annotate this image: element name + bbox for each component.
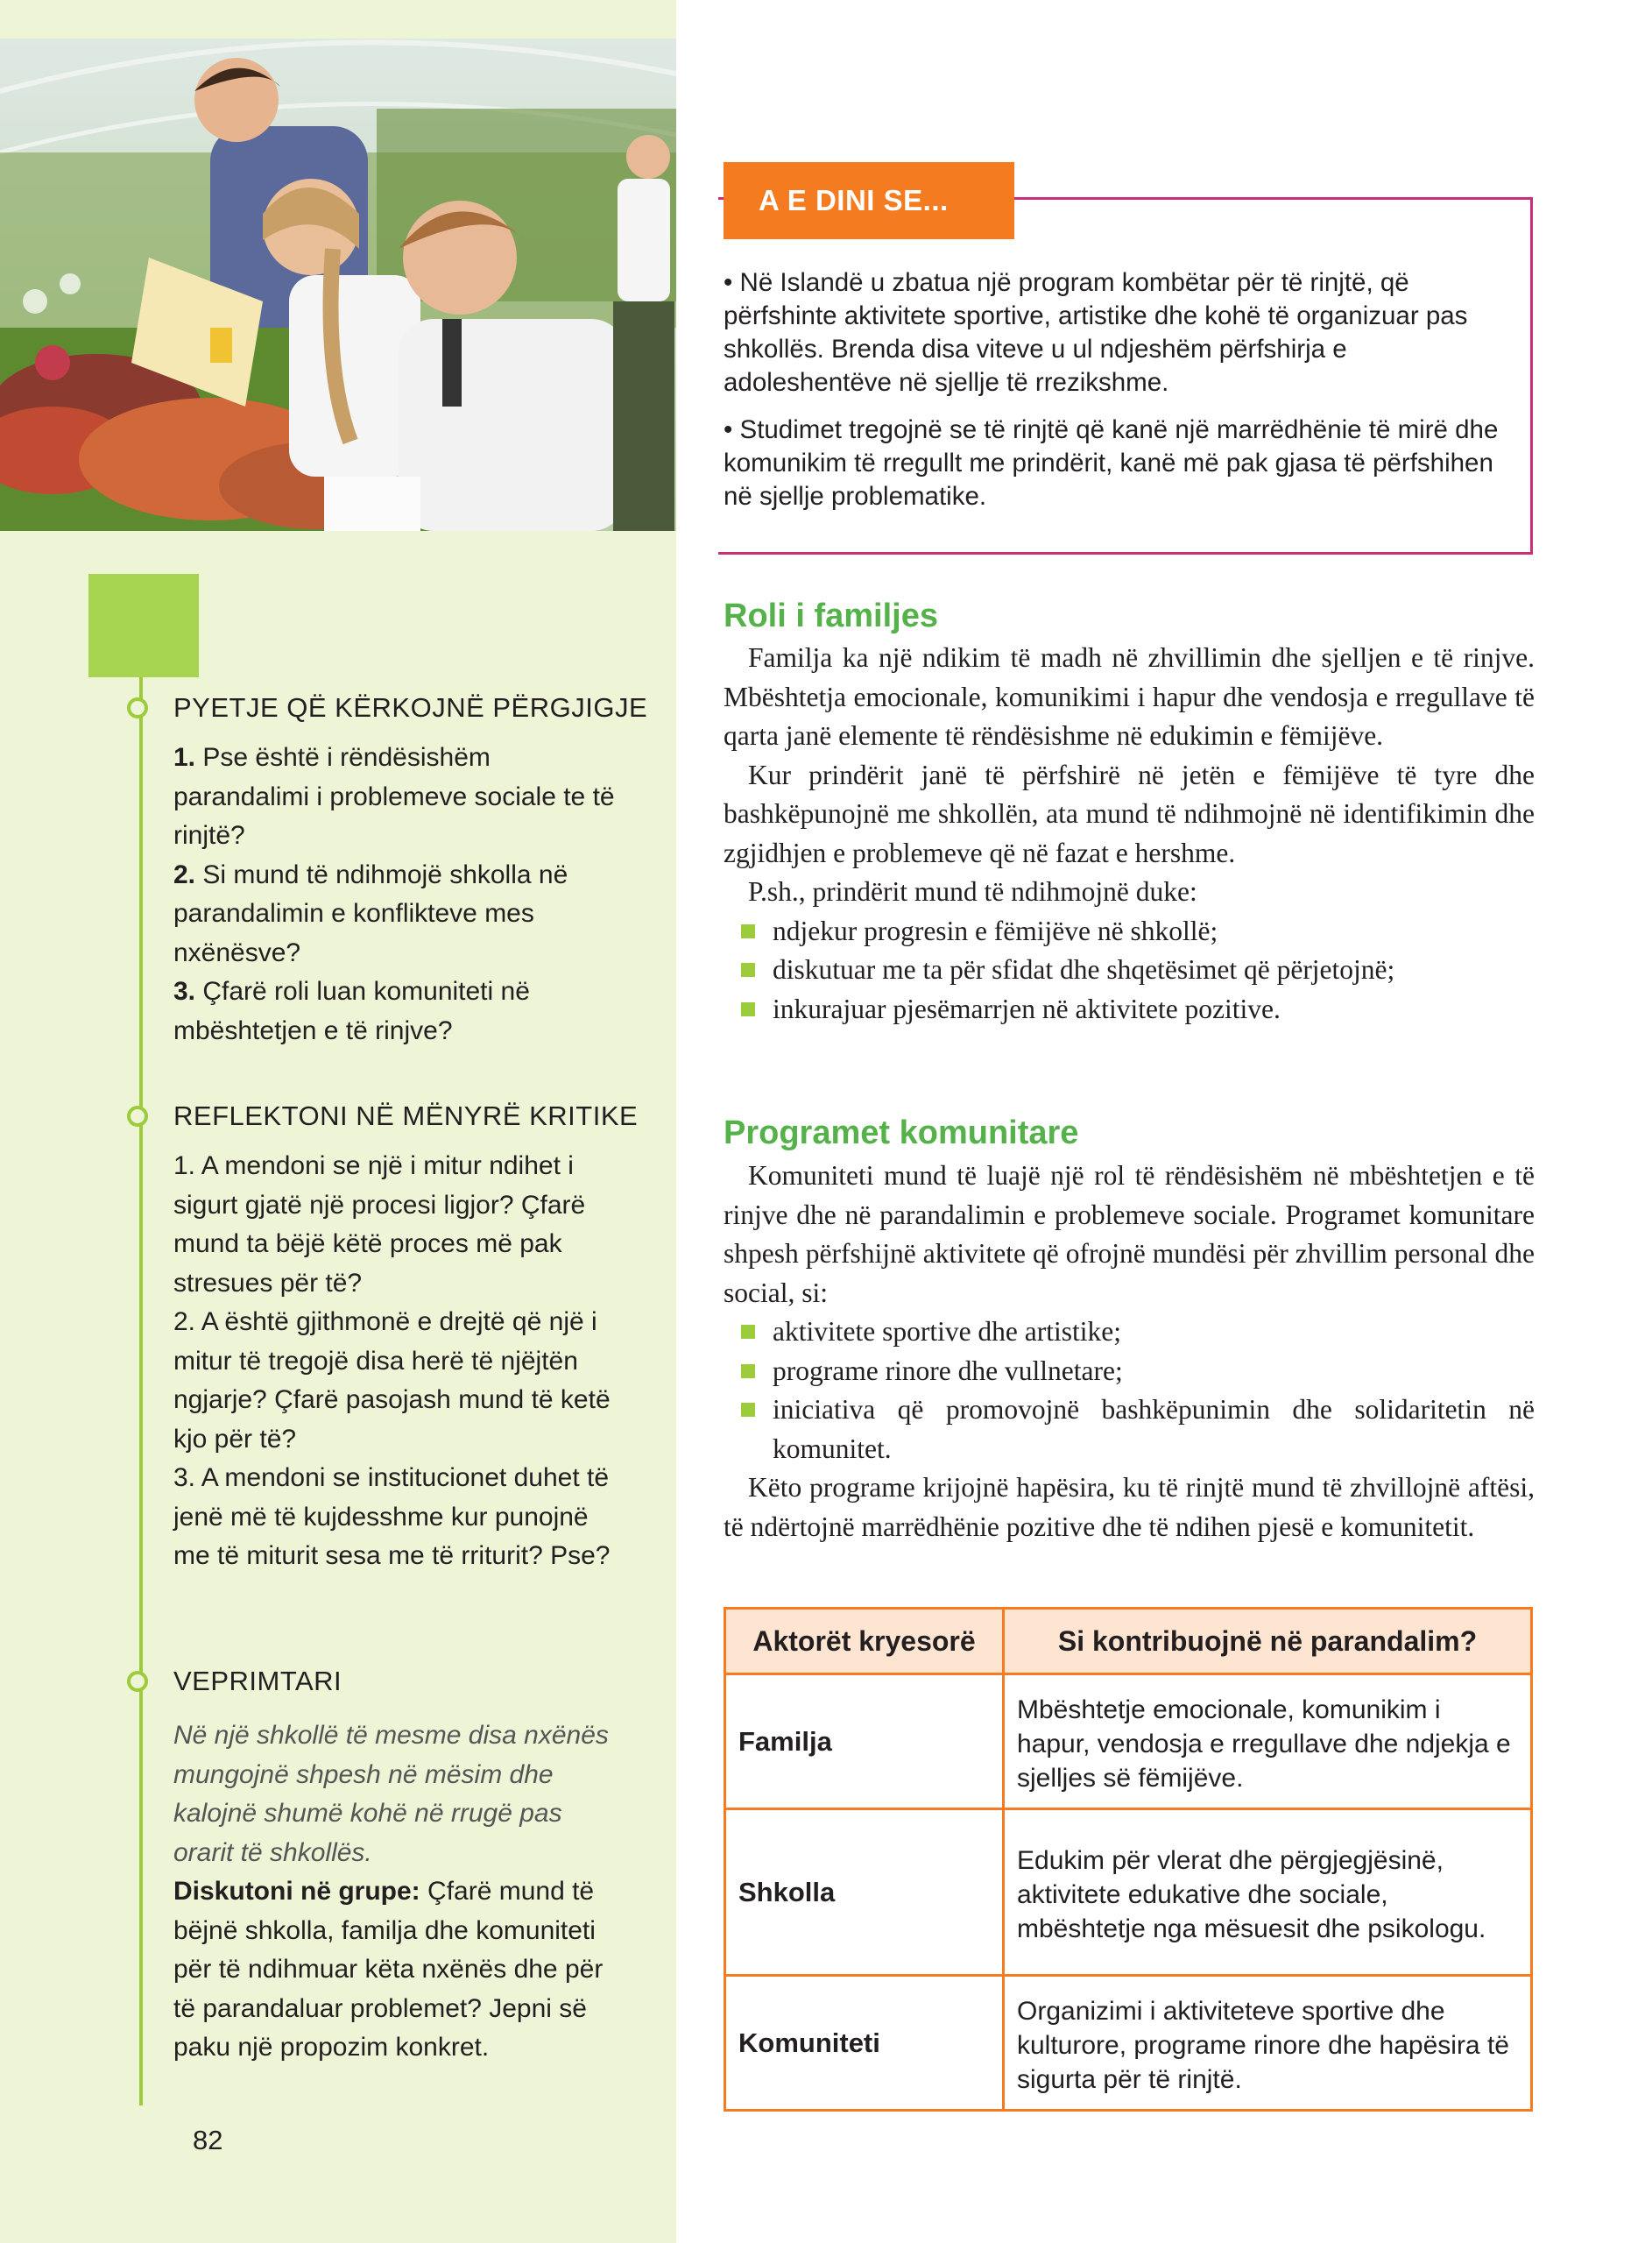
questions-heading: PYETJE QË KËRKOJNË PËRGJIGJE [173, 692, 648, 723]
decorative-green-square [88, 574, 199, 677]
question-item [173, 739, 629, 856]
table-header-cell: Aktorët kryesorë [725, 1609, 1004, 1674]
question-text: Si mund të ndihmojë shkolla në parandalimin e konflikteve mes nxënësve? [173, 860, 568, 967]
table-desc-cell: Organizimi i aktiviteteve sportive dhe kulturore, programe rinore dhe hapësira të sigurta për të rinjtë. [1004, 1976, 1532, 2111]
page-number: 82 [193, 2125, 223, 2155]
question-number: 1. [173, 743, 196, 772]
question-number: 3. [173, 977, 196, 1006]
table-actor-cell: Komuniteti [725, 1976, 1004, 2111]
table-actor-cell: Familja [725, 1674, 1004, 1809]
activity-body [173, 1716, 629, 2068]
timeline-dot [127, 1671, 148, 1692]
table-row [725, 1809, 1532, 1976]
reflect-item: 3. A mendoni se institucionet duhet të jenë më të kujdesshme kur punojnë me të miturit sesa me të rriturit? Pse? [173, 1463, 611, 1570]
question-number: 2. [173, 860, 196, 889]
timeline-dot [127, 697, 148, 718]
table-header-cell: Si kontribuojnë në parandalim? [1004, 1609, 1532, 1674]
community-paragraph: Këto programe krijojnë hapësira, ku të rinjtë mund të zhvillojnë aftësi, të ndërtojnë marrëdhënie pozitive dhe të ndihen pjesë e komunitetit. [724, 1472, 1535, 1542]
list-item: diskutuar me ta për sfidat dhe shqetësimet që përjetojnë; [773, 951, 1535, 990]
list-item: aktivitete sportive dhe artistike; [773, 1313, 1535, 1352]
family-paragraph: P.sh., prindërit mund të ndihmojnë duke: [748, 876, 1197, 907]
family-paragraph: Familja ka një ndikim të madh në zhvillimin dhe sjelljen e të rinjve. Mbështetja emocionale, komunikimi i hapur dhe vendosja e rregullave të qarta janë elemente të rëndësishme në edukimin e fëmijëve. [724, 642, 1535, 751]
reflect-item: 2. A është gjithmonë e drejtë që një i mitur të tregojë disa herë të njëjtën ngjarje? Çfarë pasojash mund të ketë kjo për të? [173, 1307, 611, 1454]
did-you-know-item: • Në Islandë u zbatua një program kombëtar për të rinjtë, që përfshinte aktivitete sportive, artistike dhe kohë të organizuar pas shkollës. Brenda disa viteve u ul ndjeshëm përfshirja e adoleshentëve në sjellje të rrezikshme. [724, 268, 1468, 397]
family-section-title: Roli i familjes [724, 598, 938, 634]
list-item: iniciativa që promovojnë bashkëpunimin dhe solidaritetin në komunitet. [773, 1390, 1535, 1468]
table-header-row [725, 1609, 1532, 1674]
question-text: Pse është i rëndësishëm parandalimi i problemeve sociale te të rinjtë? [173, 743, 615, 850]
timeline-line [139, 677, 143, 2105]
question-item [173, 973, 629, 1051]
actors-table [724, 1607, 1533, 2112]
family-section-body [724, 639, 1535, 1029]
reflect-list [173, 1147, 629, 1576]
question-item [173, 856, 629, 973]
community-section-body [724, 1157, 1535, 1546]
question-text: Çfarë roli luan komuniteti në mbështetjen e të rinjve? [173, 977, 530, 1045]
activity-heading: VEPRIMTARI [173, 1666, 342, 1696]
table-row [725, 1976, 1532, 2111]
table-row [725, 1674, 1532, 1809]
table-actor-cell: Shkolla [725, 1809, 1004, 1976]
reflect-heading: REFLEKTONI NË MËNYRË KRITIKE [173, 1100, 639, 1131]
activity-scenario: Në një shkollë të mesme disa nxënës mungojnë shpesh në mësim dhe kalojnë shumë kohë në rrugë pas orarit të shkollës. [173, 1721, 609, 1867]
list-item: ndjekur progresin e fëmijëve në shkollë; [773, 912, 1535, 952]
timeline-dot [127, 1106, 148, 1127]
greenhouse-photo [0, 39, 676, 531]
community-paragraph: Komuniteti mund të luajë një rol të rëndësishëm në mbështetjen e të rinjve dhe në parandalimin e problemeve sociale. Programet komunitare shpesh përfshijnë aktivitete që ofrojnë mundësi për zhvillim personal dhe social, si: [724, 1160, 1535, 1308]
table-desc-cell: Edukim për vlerat dhe përgjegjësinë, aktivitete edukative dhe sociale, mbështetje nga mësuesit dhe psikologu. [1004, 1809, 1532, 1976]
list-item: inkurajuar pjesëmarrjen në aktivitete pozitive. [773, 990, 1535, 1030]
activity-task [173, 1872, 629, 2068]
did-you-know-text [724, 266, 1503, 527]
community-section-title: Programet komunitare [724, 1114, 1079, 1151]
table-desc-cell: Mbështetje emocionale, komunikim i hapur, vendosja e rregullave dhe ndjekja e sjelljes së fëmijëve. [1004, 1674, 1532, 1809]
family-paragraph: Kur prindërit janë të përfshirë në jetën e fëmijëve të tyre dhe bashkëpunojnë me shkollën, ata mund të ndihmojnë në identifikimin dhe zgjidhjen e problemeve që në fazat e hershme. [724, 759, 1535, 868]
activity-task-text: Çfarë mund të bëjnë shkolla, familja dhe komuniteti për të ndihmuar këta nxënës dhe për të parandaluar problemet? Jepni së paku një propozim konkret. [173, 1877, 604, 2062]
community-bullet-list [724, 1313, 1535, 1468]
reflect-item: 1. A mendoni se një i mitur ndihet i sigurt gjatë një procesi ligjor? Çfarë mund ta bëjë këtë proces më pak stresues për të? [173, 1151, 586, 1298]
questions-list [173, 739, 629, 1051]
did-you-know-item: • Studimet tregojnë se të rinjtë që kanë një marrëdhënie të mirë dhe komunikim të rregullt me prindërit, kanë më pak gjasa të përfshihen në sjellje problematike. [724, 415, 1499, 511]
did-you-know-title: A E DINI SE... [724, 162, 1014, 239]
list-item: programe rinore dhe vullnetare; [773, 1352, 1535, 1391]
family-bullet-list [724, 912, 1535, 1030]
activity-task-label: Diskutoni në grupe: [173, 1877, 420, 1906]
